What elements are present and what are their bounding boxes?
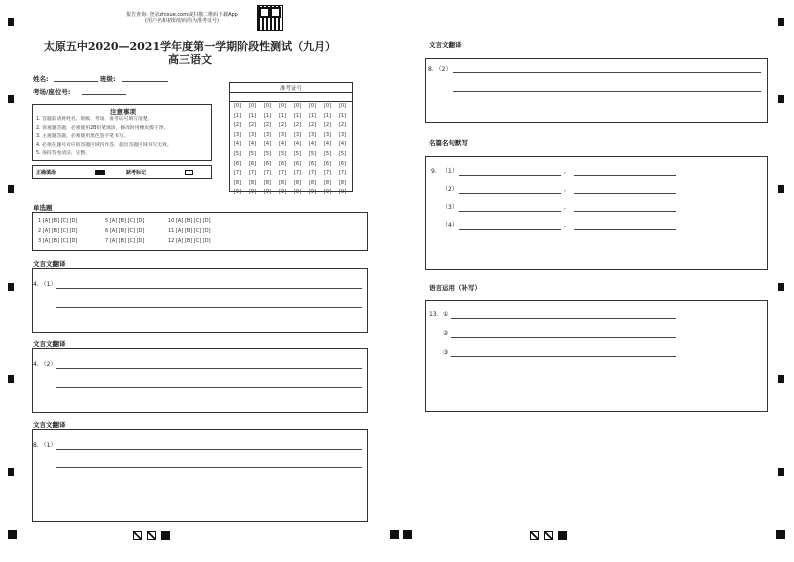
note-item: 4. 必须在题号对应的答题区域内作答，超出答题区域书写无效。 xyxy=(36,142,172,148)
notes-box xyxy=(32,104,212,161)
exam-id-digit-bubble[interactable]: [9] xyxy=(278,189,287,196)
exam-id-digit-bubble[interactable]: [2] xyxy=(233,122,242,129)
choice-q12[interactable]: 12 [A] [B] [C] [D] xyxy=(168,238,211,244)
exam-id-digit-bubble[interactable]: [8] xyxy=(278,179,287,186)
exam-id-digit-bubble[interactable]: [9] xyxy=(248,189,257,196)
answer-line[interactable] xyxy=(574,175,676,176)
exam-id-digit-bubble[interactable]: [4] xyxy=(338,141,347,148)
answer-line[interactable] xyxy=(574,211,676,212)
choice-q11[interactable]: 11 [A] [B] [C] [D] xyxy=(168,228,211,234)
exam-id-title: 准考证号 xyxy=(279,86,302,92)
exam-id-digit-bubble[interactable]: [8] xyxy=(248,179,257,186)
exam-id-digit-bubble[interactable]: [3] xyxy=(338,131,347,138)
registration-mark xyxy=(8,530,17,539)
language-box[interactable] xyxy=(425,300,768,412)
exam-id-digit-bubble[interactable]: [4] xyxy=(323,141,332,148)
recitation-item: （4） xyxy=(442,222,458,229)
exam-id-digit-bubble[interactable]: [8] xyxy=(233,179,242,186)
exam-id-digit-bubble[interactable]: [0] xyxy=(338,103,347,109)
absent-mark-label: 缺考标记 xyxy=(126,170,147,176)
exam-id-digit-bubble[interactable]: [5] xyxy=(248,150,257,157)
page-code-mark xyxy=(544,531,553,540)
question-number: 8. （1） xyxy=(33,442,57,449)
recitation-item: （1） xyxy=(442,168,458,175)
question-number: 13. xyxy=(429,311,439,318)
fill-legend-box xyxy=(32,165,212,179)
exam-id-digit-bubble[interactable]: [2] xyxy=(323,122,332,129)
question-number: 9. xyxy=(431,168,437,175)
exam-id-digit-bubble[interactable]: [8] xyxy=(323,179,332,186)
exam-id-digit-bubble[interactable]: [6] xyxy=(323,160,332,167)
registration-mark xyxy=(778,95,784,103)
registration-mark xyxy=(778,185,784,193)
name-label: 姓名: xyxy=(33,75,49,83)
exam-id-digit-bubble[interactable]: [0] xyxy=(248,103,257,109)
section-title: 名篇名句默写 xyxy=(429,139,468,147)
registration-mark xyxy=(8,185,14,193)
notes-title: 注意事项 xyxy=(110,108,136,116)
note-item: 5. 保持答卷清洁、完整。 xyxy=(36,151,91,156)
registration-mark xyxy=(778,283,784,291)
exam-id-digit-bubble[interactable]: [7] xyxy=(248,170,257,177)
exam-id-divider xyxy=(230,92,352,93)
exam-id-digit-bubble[interactable]: [7] xyxy=(293,170,302,177)
exam-id-digit-bubble[interactable]: [2] xyxy=(338,122,347,129)
class-field[interactable] xyxy=(122,81,168,82)
report-notice xyxy=(112,12,252,24)
choice-q1[interactable]: 1 [A] [B] [C] [D] xyxy=(38,218,78,224)
exam-id-digit-bubble[interactable]: [2] xyxy=(263,122,272,129)
exam-id-digit-bubble[interactable]: [2] xyxy=(293,122,302,129)
registration-mark xyxy=(778,468,784,476)
exam-id-digit-bubble[interactable]: [3] xyxy=(293,131,302,138)
language-item: ② xyxy=(443,330,449,337)
registration-mark xyxy=(8,468,14,476)
exam-id-digit-bubble[interactable]: [6] xyxy=(338,160,347,167)
choice-q10[interactable]: 10 [A] [B] [C] [D] xyxy=(168,218,211,224)
subject-title: 高三语文 xyxy=(168,53,212,66)
answer-line[interactable] xyxy=(459,175,561,176)
question-number: 8. （2） xyxy=(428,66,452,73)
answer-line[interactable] xyxy=(453,72,761,73)
exam-id-digit-column[interactable] xyxy=(233,102,242,198)
exam-id-digit-bubble[interactable]: [7] xyxy=(338,170,347,177)
exam-id-digit-bubble[interactable]: [1] xyxy=(308,112,317,119)
exam-id-digit-bubble[interactable]: [8] xyxy=(293,179,302,186)
page-code-mark xyxy=(147,531,156,540)
exam-id-digit-bubble[interactable]: [9] xyxy=(338,189,347,196)
answer-line[interactable] xyxy=(56,387,362,388)
section-title: 语言运用（补写） xyxy=(429,284,481,292)
recitation-box[interactable] xyxy=(425,156,768,270)
exam-id-digit-bubble[interactable]: [4] xyxy=(278,141,287,148)
exam-id-digit-column[interactable] xyxy=(293,102,302,198)
language-item: ① xyxy=(443,311,449,318)
answer-line[interactable] xyxy=(451,337,676,338)
exam-id-digit-bubble[interactable]: [1] xyxy=(233,112,242,119)
exam-id-digit-bubble[interactable]: [0] xyxy=(278,103,287,109)
exam-id-digit-bubble[interactable]: [4] xyxy=(308,141,317,148)
exam-id-digit-bubble[interactable]: [6] xyxy=(248,160,257,167)
exam-id-digit-bubble[interactable]: [3] xyxy=(323,131,332,138)
registration-mark xyxy=(8,18,14,26)
exam-id-digit-bubble[interactable]: [6] xyxy=(278,160,287,167)
exam-id-digit-bubble[interactable]: [6] xyxy=(293,160,302,167)
answer-line[interactable] xyxy=(56,368,362,369)
separator: , xyxy=(564,168,566,175)
registration-mark xyxy=(8,283,14,291)
page-code-mark xyxy=(133,531,142,540)
question-number: 4. （1） xyxy=(33,281,57,288)
exam-id-digit-bubble[interactable]: [8] xyxy=(338,179,347,186)
answer-line[interactable] xyxy=(459,193,561,194)
choice-q7[interactable]: 7 [A] [B] [C] [D] xyxy=(105,238,145,244)
exam-id-digit-column[interactable] xyxy=(338,102,347,198)
answer-line[interactable] xyxy=(574,193,676,194)
exam-id-digit-bubble[interactable]: [4] xyxy=(293,141,302,148)
answer-line[interactable] xyxy=(459,211,561,212)
exam-id-digit-column[interactable] xyxy=(278,102,287,198)
exam-id-digit-bubble[interactable]: [5] xyxy=(233,150,242,157)
exam-id-digit-bubble[interactable]: [4] xyxy=(263,141,272,148)
exam-id-digit-bubble[interactable]: [0] xyxy=(263,103,272,109)
exam-id-digit-bubble[interactable]: [2] xyxy=(308,122,317,129)
exam-id-digit-bubble[interactable]: [3] xyxy=(308,131,317,138)
choice-q5[interactable]: 5 [A] [B] [C] [D] xyxy=(105,218,145,224)
exam-id-digit-bubble[interactable]: [0] xyxy=(308,103,317,109)
answer-line[interactable] xyxy=(56,467,362,468)
registration-mark xyxy=(403,530,412,539)
exam-id-digit-bubble[interactable]: [1] xyxy=(293,112,302,119)
section-title: 文言文翻译 xyxy=(33,260,66,268)
exam-title: 太原五中2020—2021学年度第一学期阶段性测试（九月） xyxy=(43,40,337,53)
section-title: 文言文翻译 xyxy=(429,41,462,49)
exam-id-digit-bubble[interactable]: [3] xyxy=(248,131,257,138)
registration-mark xyxy=(8,375,14,383)
exam-id-digit-bubble[interactable]: [0] xyxy=(233,103,242,109)
section-title: 文言文翻译 xyxy=(33,340,66,348)
absent-mark-checkbox[interactable] xyxy=(185,170,193,175)
answer-line[interactable] xyxy=(459,229,561,230)
registration-mark xyxy=(776,530,785,539)
exam-id-digit-column[interactable] xyxy=(248,102,257,198)
page-code-mark xyxy=(161,531,170,540)
exam-id-digit-bubble[interactable]: [8] xyxy=(308,179,317,186)
exam-id-digit-bubble[interactable]: [4] xyxy=(248,141,257,148)
exam-id-digit-bubble[interactable]: [0] xyxy=(323,103,332,109)
qr-code[interactable] xyxy=(257,5,283,31)
exam-id-digit-bubble[interactable]: [5] xyxy=(338,150,347,157)
exam-id-digit-bubble[interactable]: [9] xyxy=(323,189,332,196)
exam-id-digit-bubble[interactable]: [1] xyxy=(338,112,347,119)
exam-id-digit-column[interactable] xyxy=(263,102,272,198)
recitation-item: （2） xyxy=(442,186,458,193)
exam-id-digit-bubble[interactable]: [5] xyxy=(293,150,302,157)
note-item: 1. 答题前请将姓名、班级、考场、准考证号填写清楚。 xyxy=(36,117,153,122)
choice-q3[interactable]: 3 [A] [B] [C] [D] xyxy=(38,238,78,244)
separator: , xyxy=(564,204,566,211)
answer-box-8-2[interactable] xyxy=(425,58,768,123)
answer-box-4-2[interactable] xyxy=(32,348,368,413)
report-notice-line1: 报告查询: 登录zhixue.com或扫描二维码下载App xyxy=(126,12,238,18)
exam-id-digit-bubble[interactable]: [6] xyxy=(263,160,272,167)
seat-label: 考场/座位号: xyxy=(33,88,71,96)
exam-id-digit-column[interactable] xyxy=(308,102,317,198)
exam-id-digit-bubble[interactable]: [9] xyxy=(293,189,302,196)
exam-id-digit-bubble[interactable]: [5] xyxy=(308,150,317,157)
recitation-item: （3） xyxy=(442,204,458,211)
exam-id-digit-bubble[interactable]: [7] xyxy=(263,170,272,177)
exam-id-digit-bubble[interactable]: [9] xyxy=(263,189,272,196)
choice-box xyxy=(32,212,368,251)
language-item: ③ xyxy=(443,349,449,356)
exam-id-digit-bubble[interactable]: [1] xyxy=(263,112,272,119)
name-field[interactable] xyxy=(54,81,98,82)
exam-id-digit-bubble[interactable]: [5] xyxy=(278,150,287,157)
registration-mark xyxy=(778,18,784,26)
exam-id-digit-bubble[interactable]: [1] xyxy=(248,112,257,119)
answer-line[interactable] xyxy=(56,307,362,308)
exam-id-digit-bubble[interactable]: [8] xyxy=(263,179,272,186)
report-notice-line2: (用户名和初始密码均为准考证号) xyxy=(145,18,219,24)
choice-section-title: 单选题 xyxy=(33,204,53,212)
exam-id-digit-bubble[interactable]: [7] xyxy=(233,170,242,177)
exam-id-digit-bubble[interactable]: [3] xyxy=(278,131,287,138)
separator: , xyxy=(564,222,566,229)
answer-box-8-1[interactable] xyxy=(32,429,368,522)
exam-id-digit-bubble[interactable]: [9] xyxy=(233,189,242,196)
exam-id-digit-bubble[interactable]: [3] xyxy=(233,131,242,138)
choice-q6[interactable]: 6 [A] [B] [C] [D] xyxy=(105,228,145,234)
exam-id-digit-bubble[interactable]: [7] xyxy=(278,170,287,177)
page-code-mark xyxy=(558,531,567,540)
exam-id-box xyxy=(229,82,353,196)
exam-id-digit-bubble[interactable]: [4] xyxy=(233,141,242,148)
section-title: 文言文翻译 xyxy=(33,421,66,429)
separator: , xyxy=(564,186,566,193)
correct-fill-label: 正确填涂 xyxy=(36,170,57,176)
page-code-mark xyxy=(530,531,539,540)
answer-line[interactable] xyxy=(451,356,676,357)
exam-id-digit-bubble[interactable]: [7] xyxy=(323,170,332,177)
answer-line[interactable] xyxy=(56,449,362,450)
exam-id-digit-bubble[interactable]: [6] xyxy=(233,160,242,167)
choice-q2[interactable]: 2 [A] [B] [C] [D] xyxy=(38,228,78,234)
correct-fill-sample xyxy=(95,170,105,175)
exam-id-digit-bubble[interactable]: [9] xyxy=(308,189,317,196)
exam-id-digit-bubble[interactable]: [5] xyxy=(323,150,332,157)
exam-id-digit-bubble[interactable]: [0] xyxy=(293,103,302,109)
note-item: 2. 客观题答题，必须使用2B铅笔填涂，修改时用橡皮擦干净。 xyxy=(36,125,169,131)
exam-id-digit-bubble[interactable]: [1] xyxy=(278,112,287,119)
exam-id-digit-column[interactable] xyxy=(323,102,332,198)
question-number: 4. （2） xyxy=(33,361,57,368)
exam-id-digit-bubble[interactable]: [7] xyxy=(308,170,317,177)
registration-mark xyxy=(390,530,399,539)
class-label: 班级: xyxy=(100,75,116,83)
seat-field[interactable] xyxy=(82,94,126,95)
registration-mark xyxy=(778,375,784,383)
exam-id-digit-bubble[interactable]: [1] xyxy=(323,112,332,119)
registration-mark xyxy=(8,95,14,103)
answer-line[interactable] xyxy=(574,229,676,230)
answer-line[interactable] xyxy=(451,318,676,319)
exam-id-digit-bubble[interactable]: [6] xyxy=(308,160,317,167)
answer-box-4-1[interactable] xyxy=(32,268,368,333)
exam-id-digit-bubble[interactable]: [2] xyxy=(248,122,257,129)
notes-list xyxy=(36,116,211,159)
exam-id-digit-bubble[interactable]: [5] xyxy=(263,150,272,157)
note-item: 3. 主观题答题，必须使用黑色签字笔书写。 xyxy=(36,134,129,139)
answer-line[interactable] xyxy=(453,91,761,92)
exam-id-digit-bubble[interactable]: [2] xyxy=(278,122,287,129)
answer-line[interactable] xyxy=(56,288,362,289)
exam-id-digit-bubble[interactable]: [3] xyxy=(263,131,272,138)
